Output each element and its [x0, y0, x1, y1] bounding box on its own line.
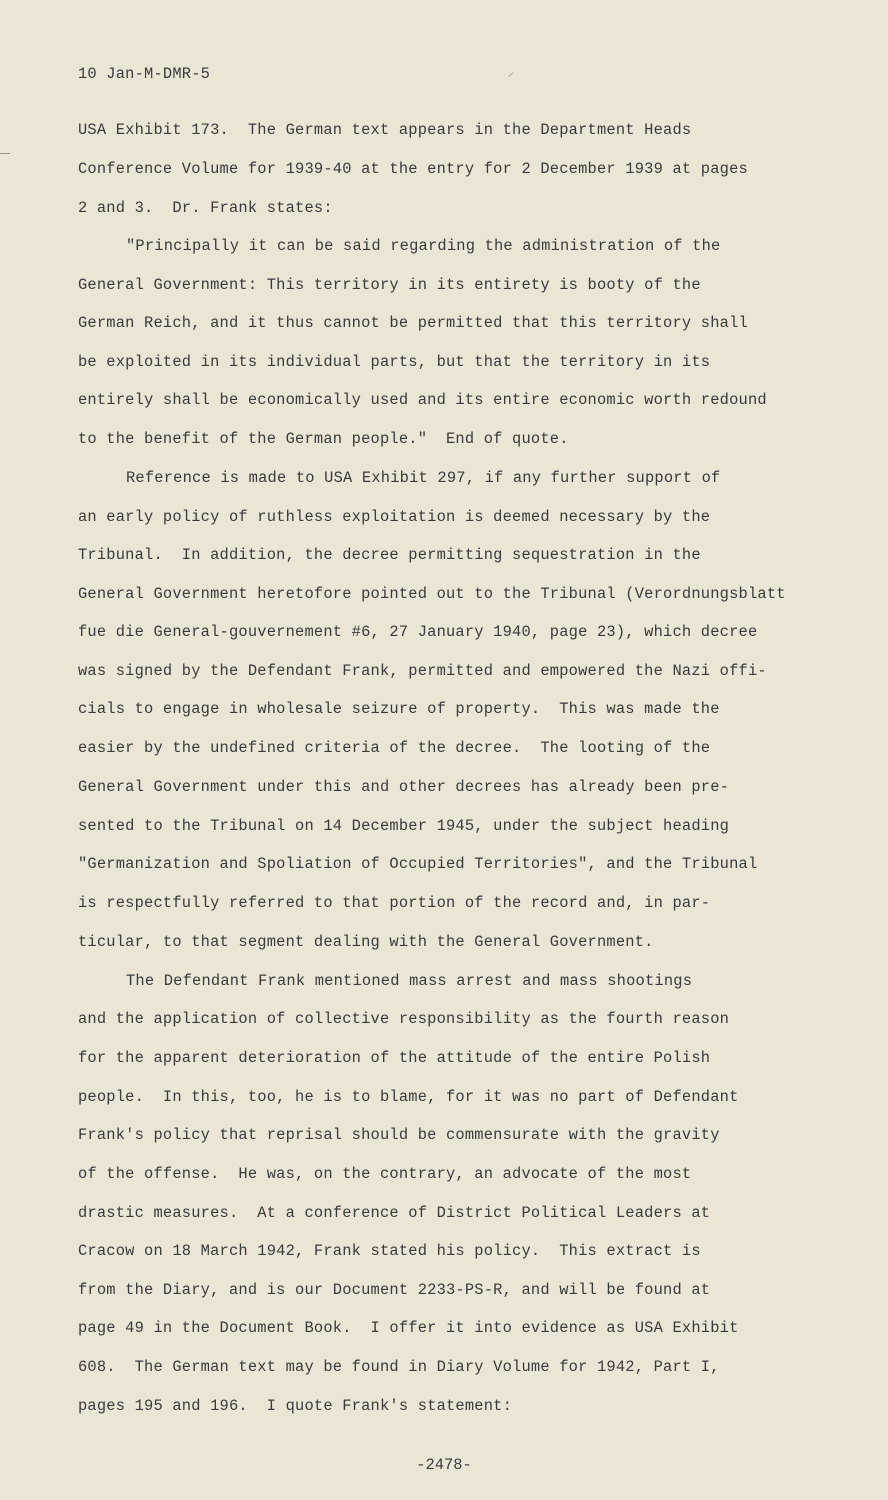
text-line: General Government heretofore pointed out to the Tribunal (Verordnungsblatt [78, 585, 786, 603]
text-line: ticular, to that segment dealing with the General Government. [78, 933, 654, 951]
text-line: sented to the Tribunal on 14 December 1945, under the subject heading [78, 817, 730, 835]
text-line: page 49 in the Document Book. I offer it into evidence as USA Exhibit [78, 1319, 739, 1337]
page-header: 10 Jan-M-DMR-5 [78, 65, 211, 83]
text-line: Tribunal. In addition, the decree permitting sequestration in the [78, 546, 701, 564]
text-line: drastic measures. At a conference of District Political Leaders at [78, 1204, 711, 1222]
text-line: of the offense. He was, on the contrary, an advocate of the most [78, 1165, 692, 1183]
text-line: "Germanization and Spoliation of Occupied Territories", and the Tribunal [78, 855, 758, 873]
text-line: entirely shall be economically used and its entire economic worth redound [78, 391, 767, 409]
text-line: German Reich, and it thus cannot be permitted that this territory shall [78, 314, 748, 332]
text-line: an early policy of ruthless exploitation is deemed necessary by the [78, 508, 711, 526]
text-line: General Government under this and other decrees has already been pre- [78, 778, 730, 796]
text-line: "Principally it can be said regarding the administration of the [126, 237, 721, 255]
margin-mark [0, 153, 10, 154]
text-line: Reference is made to USA Exhibit 297, if any further support of [126, 469, 721, 487]
text-line: 608. The German text may be found in Diary Volume for 1942, Part I, [78, 1358, 720, 1376]
text-line: is respectfully referred to that portion of the record and, in par- [78, 894, 711, 912]
text-line: General Government: This territory in its entirety is booty of the [78, 276, 701, 294]
text-line: and the application of collective responsibility as the fourth reason [78, 1010, 730, 1028]
text-line: for the apparent deterioration of the attitude of the entire Polish [78, 1049, 711, 1067]
pencil-mark [508, 72, 513, 77]
text-line: be exploited in its individual parts, but that the territory in its [78, 353, 711, 371]
text-line: easier by the undefined criteria of the decree. The looting of the [78, 739, 711, 757]
text-line: USA Exhibit 173. The German text appears in the Department Heads [78, 121, 692, 139]
text-line: people. In this, too, he is to blame, for it was no part of Defendant [78, 1088, 739, 1106]
text-line: from the Diary, and is our Document 2233-PS-R, and will be found at [78, 1281, 711, 1299]
text-line: cials to engage in wholesale seizure of property. This was made the [78, 700, 720, 718]
page-number: -2478- [416, 1456, 472, 1474]
text-line: to the benefit of the German people." End of quote. [78, 430, 569, 448]
text-line: The Defendant Frank mentioned mass arrest and mass shootings [126, 972, 693, 990]
text-line: pages 195 and 196. I quote Frank's statement: [78, 1397, 513, 1415]
text-line: 2 and 3. Dr. Frank states: [78, 199, 333, 217]
text-line: Frank's policy that reprisal should be commensurate with the gravity [78, 1126, 720, 1144]
text-line: was signed by the Defendant Frank, permitted and empowered the Nazi offi- [78, 662, 767, 680]
text-line: Conference Volume for 1939-40 at the entry for 2 December 1939 at pages [78, 160, 748, 178]
text-line: fue die General-gouvernement #6, 27 January 1940, page 23), which decree [78, 623, 758, 641]
text-line: Cracow on 18 March 1942, Frank stated his policy. This extract is [78, 1242, 701, 1260]
